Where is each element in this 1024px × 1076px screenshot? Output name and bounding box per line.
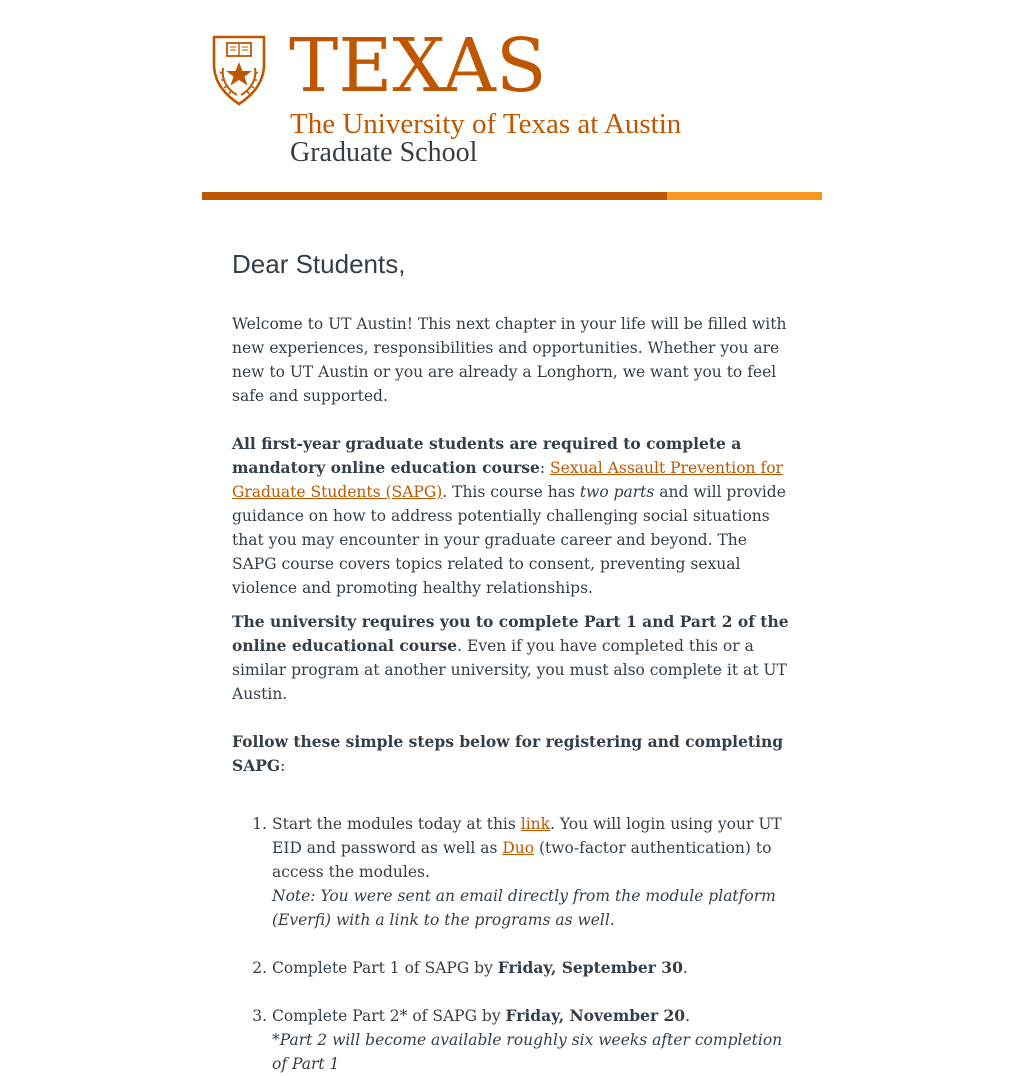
header-bar-light [667, 192, 822, 200]
step-1-note: Note: You were sent an email directly from the module platform (Everfi) with a link to the programs as well. [272, 887, 776, 929]
requirement-paragraph: All first-year graduate students are required to complete a mandatory online education course: Sexual Assault Prevention for Graduate Students (SAPG). This course has two parts and will provide guidance on how to address potentially challenging social situations that you may encounter in your graduate career and beyond. The SAPG course covers topics related to consent, preventing sexual violence and promoting healthy relationships. [232, 434, 786, 597]
step-1: 1. Start the modules today at this link. You will login using your UT EID and password as well as Duo (two-factor authentication) to access the modules. Note: You were sent an email directly from the module platform (Everfi) with a link to the programs as well. [272, 812, 794, 932]
university-name: The University of Texas at Austin [290, 108, 682, 140]
steps-intro: Follow these simple steps below for registering and completing SAPG: [232, 732, 784, 775]
email-body [232, 246, 794, 1076]
mandate-bold: The university requires you to complete Part 1 and Part 2 of the online educational course [232, 612, 789, 655]
step-3-note: *Part 2 will become available roughly six weeks after completion of Part 1 [272, 1031, 783, 1073]
duo-link[interactable]: Duo [502, 839, 535, 857]
email-header [202, 0, 822, 200]
header-bar-dark [202, 192, 667, 200]
part-2-deadline: Friday, November 20 [505, 1006, 686, 1025]
greeting: Dear Students, [232, 249, 406, 279]
school-name: Graduate School [290, 137, 478, 168]
requirement-bold: All first-year graduate students are required to complete a mandatory online education course [232, 434, 742, 477]
ut-shield-icon [211, 34, 267, 106]
step-3: 3. Complete Part 2* of SAPG by Friday, November 20. *Part 2 will become available roughly six weeks after completion of Part 1 [272, 1004, 794, 1076]
mandate-paragraph: The university requires you to complete Part 1 and Part 2 of the online educational course. Even if you have completed this or a similar program at another university, you must also complete it at UT Austin. [232, 612, 789, 703]
steps-list [232, 812, 794, 1076]
intro-paragraph: Welcome to UT Austin! This next chapter in your life will be filled with new experiences, responsibilities and opportunities. Whether you are new to UT Austin or you are already a Longhorn, we want you to feel safe and supported. [232, 315, 787, 405]
texas-wordmark: TEXAS [289, 23, 547, 109]
sapg-course-link[interactable]: Sexual Assault Prevention for Graduate Students (SAPG) [232, 459, 783, 501]
two-parts-emphasis: two parts [579, 483, 655, 501]
step-2: 2. Complete Part 1 of SAPG by Friday, September 30. [272, 956, 794, 980]
part-1-deadline: Friday, September 30 [497, 958, 683, 977]
modules-link[interactable]: link [520, 815, 551, 833]
steps-intro-bold: Follow these simple steps below for registering and completing SAPG [232, 732, 784, 775]
